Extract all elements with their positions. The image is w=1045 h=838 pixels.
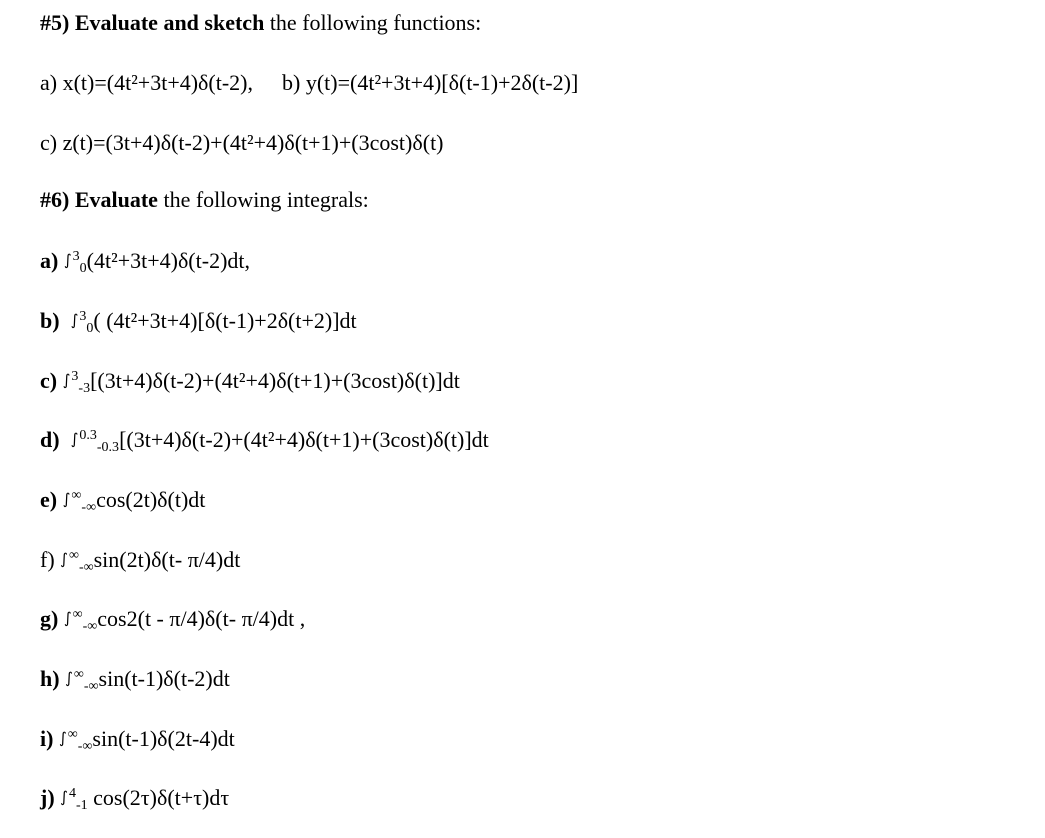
- q6-number: #6): [40, 187, 70, 212]
- upper-limit: 3: [71, 369, 79, 384]
- integral-sign-icon: ∫: [70, 311, 79, 329]
- upper-limit: ∞: [67, 727, 78, 742]
- upper-limit: ∞: [72, 607, 83, 622]
- integral-sign-icon: ∫: [70, 430, 79, 448]
- q5-a-expression: x(t)=(4t²+3t+4)δ(t-2),: [62, 70, 254, 95]
- q6-bold-instruction: Evaluate: [74, 187, 158, 212]
- lower-limit: -0.3: [96, 440, 120, 455]
- integrand: cos(2t)δ(t)dt: [96, 487, 206, 512]
- lower-limit: -3: [78, 381, 91, 396]
- upper-limit: ∞: [68, 548, 79, 563]
- q5-number: #5): [40, 10, 70, 35]
- q6-item-label: j): [40, 785, 55, 810]
- integral-sign-icon: ∫: [60, 788, 68, 806]
- lower-limit: -∞: [78, 560, 94, 575]
- integrand: sin(2t)δ(t- π/4)dt: [93, 547, 241, 572]
- lower-limit: -∞: [83, 679, 99, 694]
- lower-limit: 0: [79, 261, 87, 276]
- integral-sign-icon: ∫: [62, 371, 71, 389]
- integrand: ( (4t²+3t+4)[δ(t-1)+2δ(t+2)]dt: [93, 308, 357, 333]
- upper-limit: ∞: [71, 488, 82, 503]
- q5-bold-instruction: Evaluate and sketch: [74, 10, 265, 35]
- integrand: cos(2τ)δ(t+τ)dτ: [93, 785, 230, 810]
- q6-item-label: b): [40, 308, 60, 333]
- integrand: cos2(t - π/4)δ(t- π/4)dt ,: [97, 606, 306, 631]
- upper-limit: 3: [79, 309, 87, 324]
- q5-c-label: c): [40, 130, 58, 155]
- integral-sign-icon: ∫: [60, 550, 68, 568]
- q6-item-label: c): [40, 368, 58, 393]
- q6-item: [40, 547, 240, 577]
- lower-limit: -∞: [77, 739, 93, 754]
- q6-item-label: g): [40, 606, 59, 631]
- q6-item-label: e): [40, 487, 58, 512]
- q6-heading: [40, 187, 369, 213]
- integral-sign-icon: ∫: [63, 609, 72, 627]
- integral-sign-icon: ∫: [65, 669, 73, 687]
- q6-item-label: h): [40, 666, 60, 691]
- integrand: sin(t-1)δ(t-2)dt: [98, 666, 230, 691]
- q5-part-c: [40, 130, 444, 156]
- q6-instruction: the following integrals:: [163, 187, 369, 212]
- q5-b-label: b): [282, 70, 301, 95]
- q5-a-label: a): [40, 70, 58, 95]
- lower-limit: -∞: [81, 500, 97, 515]
- q6-item: [40, 248, 250, 278]
- upper-limit: 3: [72, 249, 80, 264]
- q6-item-label: d): [40, 427, 60, 452]
- integral-sign-icon: ∫: [62, 490, 71, 508]
- q6-item-label: a): [40, 248, 59, 273]
- lower-limit: -∞: [82, 619, 98, 634]
- q6-item: [40, 368, 460, 398]
- q6-item-label: f): [40, 547, 55, 572]
- q6-item: [40, 308, 357, 338]
- q6-item: [40, 427, 489, 457]
- lower-limit: 0: [86, 321, 94, 336]
- integral-sign-icon: ∫: [63, 251, 72, 269]
- q5-c-expression: z(t)=(3t+4)δ(t-2)+(4t²+4)δ(t+1)+(3cost)δ(t): [62, 130, 444, 155]
- lower-limit: -1: [75, 798, 88, 813]
- integrand: [(3t+4)δ(t-2)+(4t²+4)δ(t+1)+(3cost)δ(t)]dt: [119, 427, 489, 452]
- q6-item: [40, 606, 305, 636]
- upper-limit: 0.3: [79, 428, 97, 443]
- q6-item: [40, 487, 205, 517]
- q6-item: [40, 726, 235, 756]
- q5-b-expression: y(t)=(4t²+3t+4)[δ(t-1)+2δ(t-2)]: [305, 70, 579, 95]
- integrand: (4t²+3t+4)δ(t-2)dt,: [86, 248, 251, 273]
- q6-item-label: i): [40, 726, 54, 751]
- q6-item: [40, 666, 230, 696]
- upper-limit: ∞: [73, 667, 84, 682]
- integrand: [(3t+4)δ(t-2)+(4t²+4)δ(t+1)+(3cost)δ(t)]dt: [90, 368, 460, 393]
- q5-parts-ab: [40, 70, 578, 96]
- integral-sign-icon: ∫: [58, 729, 67, 747]
- upper-limit: 4: [68, 786, 76, 801]
- q5-heading: [40, 10, 481, 36]
- q5-instruction: the following functions:: [269, 10, 482, 35]
- integrand: sin(t-1)δ(2t-4)dt: [92, 726, 235, 751]
- q6-item: [40, 785, 229, 815]
